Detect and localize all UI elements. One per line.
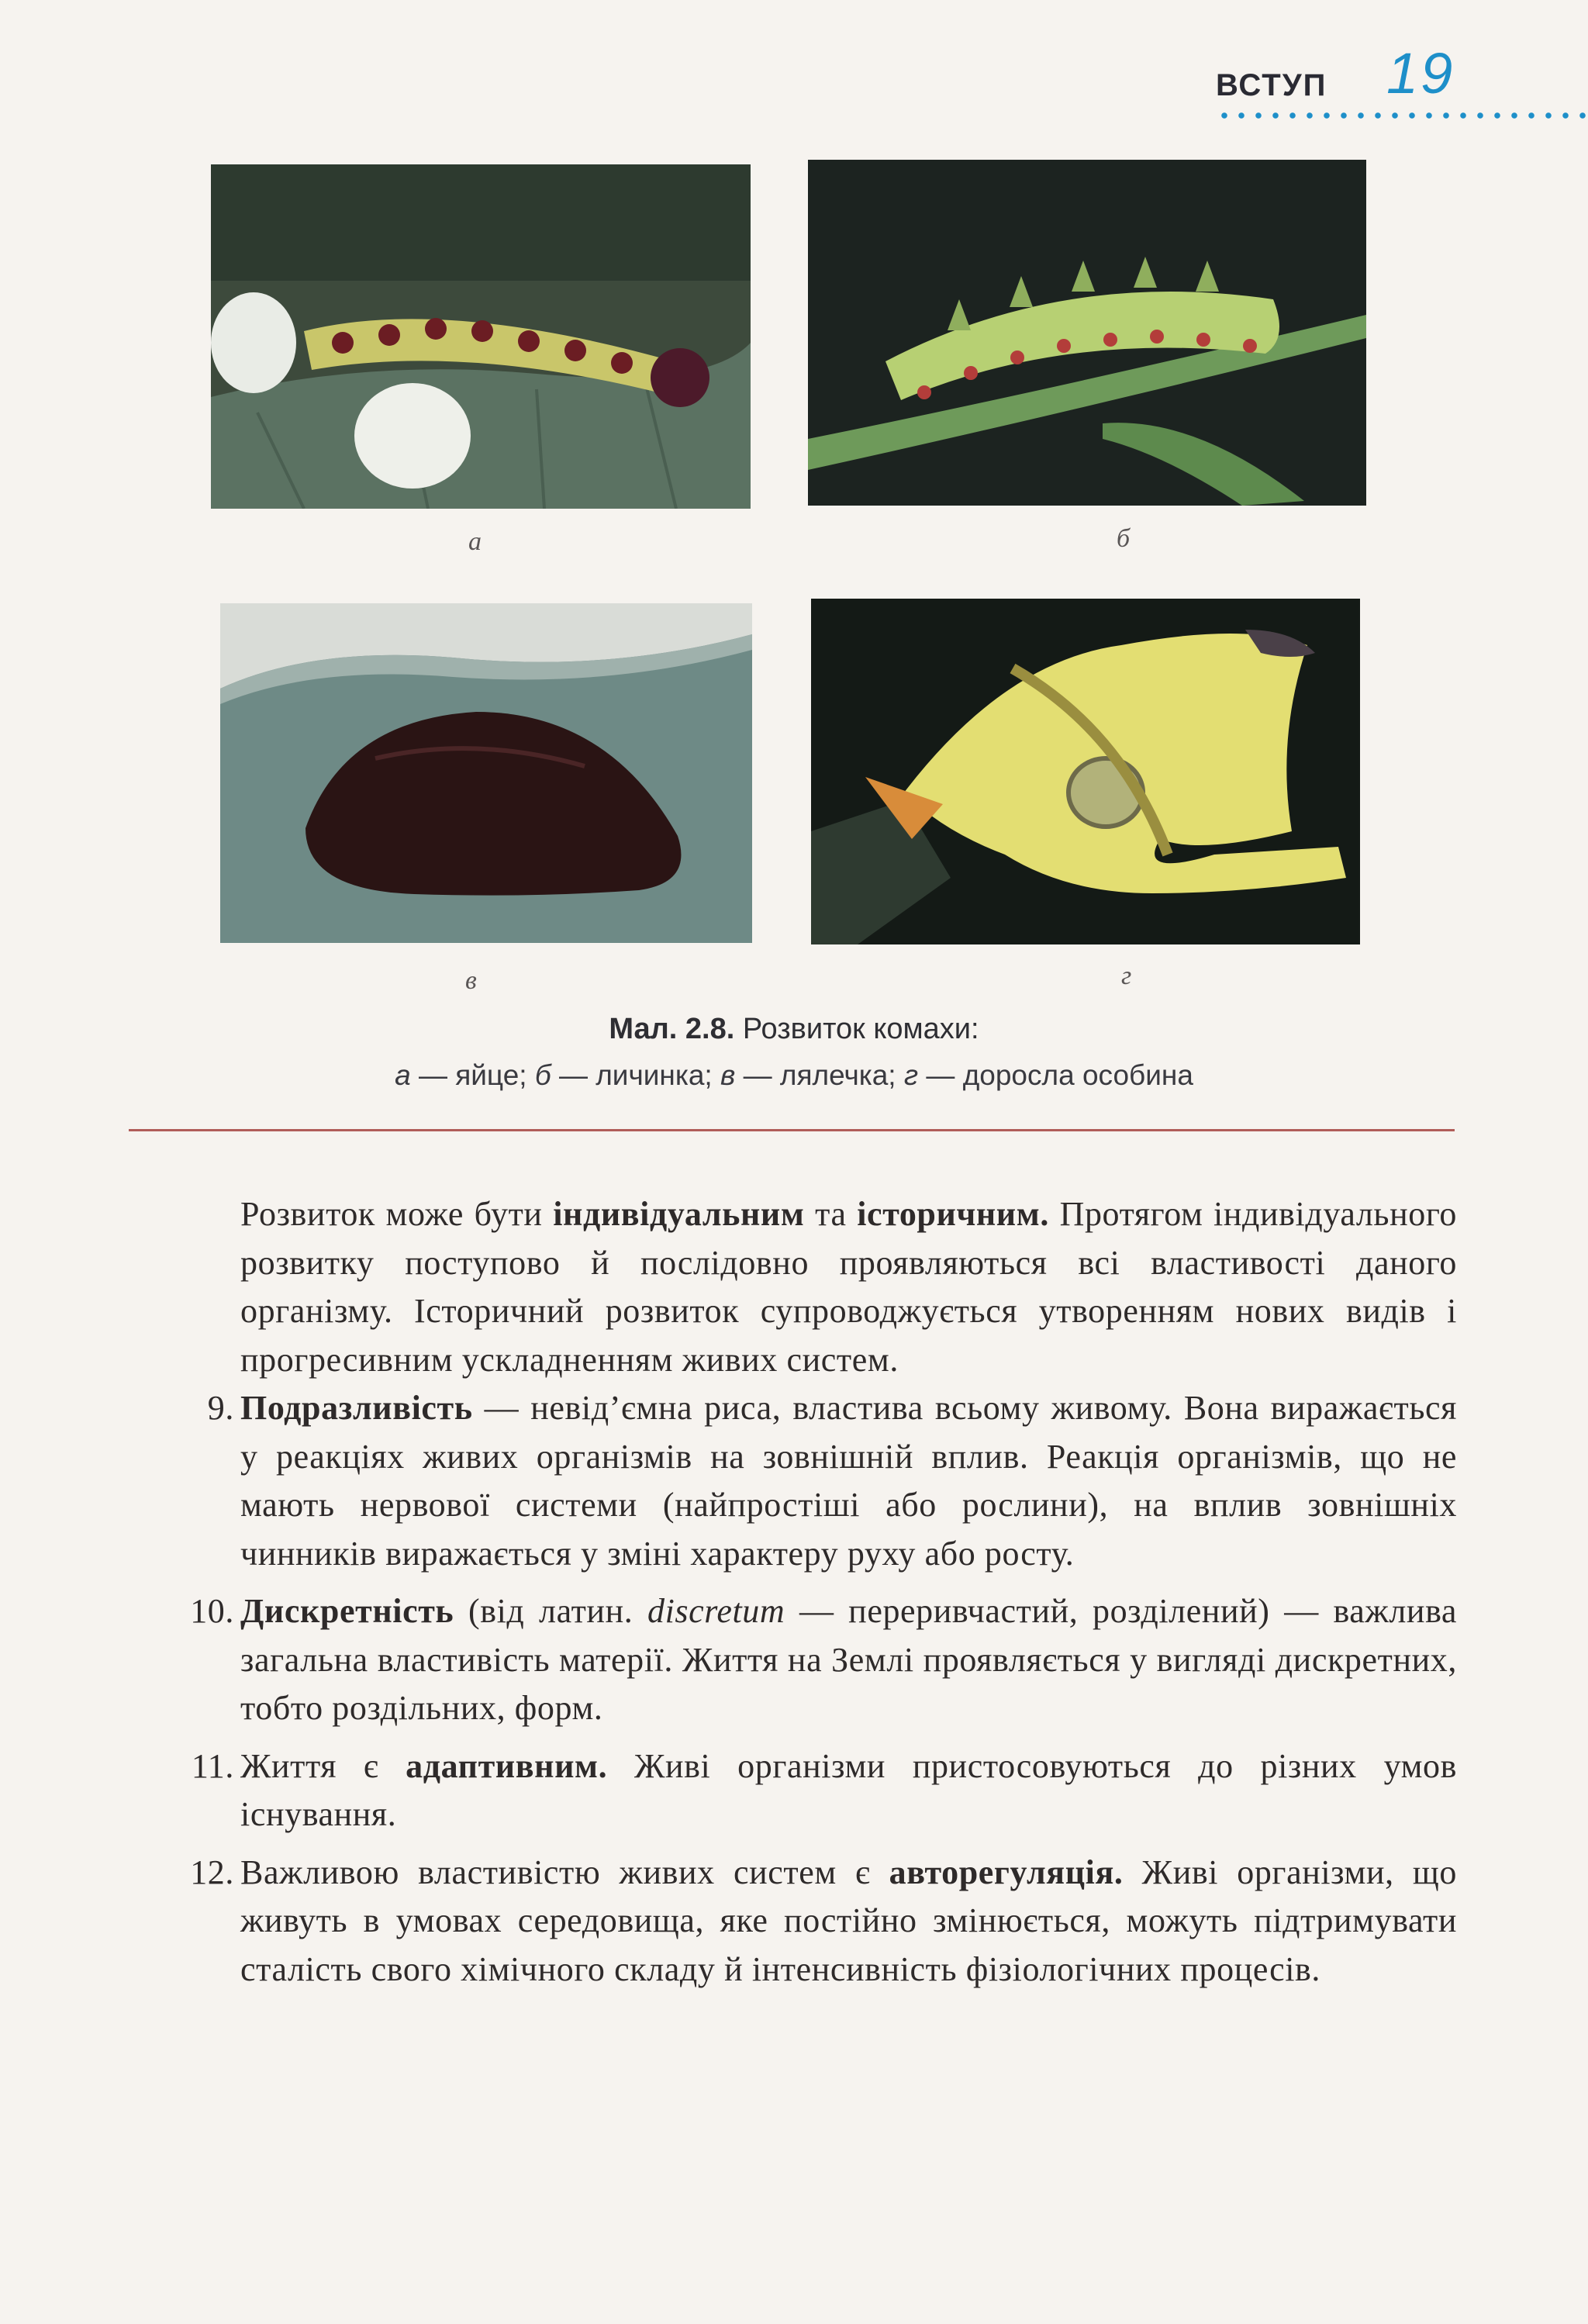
dash: — — [558, 1059, 588, 1091]
term: Дискретність — [240, 1592, 454, 1630]
pupa-photo — [220, 603, 752, 943]
page-number: 19 — [1386, 41, 1455, 105]
photo-letter-v: в — [465, 966, 477, 995]
section-divider — [129, 1129, 1455, 1131]
figure-caption-parts — [0, 1059, 1588, 1092]
dash: — — [418, 1059, 447, 1091]
latin-term: discretum — [647, 1592, 785, 1630]
list-item: 12. Важливою властивістю живих систем є авторегуляція. Живі організми, що живуть в умовах середовища, яке постійно змінюється, можуть підтримувати сталість свого хімічного складу й інтенсивність фізіологічних процесів. — [166, 1849, 1457, 1994]
term: адаптивним. — [406, 1746, 608, 1785]
figure-label: Мал. 2.8. — [609, 1013, 735, 1045]
part-text: яйце; — [455, 1059, 527, 1091]
part-text: личинка; — [596, 1059, 713, 1091]
figure-caption — [0, 1013, 1588, 1046]
item-number: 9. — [207, 1389, 234, 1427]
item-number: 12. — [190, 1853, 234, 1891]
term: Подразливість — [240, 1389, 473, 1427]
dotted-rule — [1216, 112, 1588, 119]
caterpillar-on-stem-photo — [808, 160, 1366, 506]
item-number: 10. — [190, 1592, 234, 1630]
part-letter: б — [534, 1059, 551, 1091]
body-text — [166, 1190, 1457, 1994]
part-text: лялечка; — [779, 1059, 896, 1091]
figure-title: Розвиток комахи: — [742, 1013, 979, 1045]
dash: — — [926, 1059, 955, 1091]
list-item: 11. Життя є адаптивним. Живі організми пристосовуються до різних умов існування. — [166, 1742, 1457, 1839]
photo-letter-a: а — [468, 527, 482, 556]
term: історичним. — [857, 1195, 1049, 1233]
list-item: 10. Дискретність (від латин. discretum — переривчастий, розділений) — важлива загальна властивість матерії. Життя на Землі проявляється у вигляді дискретних, тобто роздільних, форм. — [166, 1587, 1457, 1733]
intro-paragraph: Розвиток може бути індивідуальним та історичним. Протягом індивідуального розвитку поступово й послідовно проявляються всі властивості даного організму. Історичний розвиток супроводжується утворенням нових видів і прогресивним ускладненням живих систем. — [240, 1195, 1457, 1379]
adult-moth-photo — [811, 599, 1360, 944]
term: авторегуляція. — [889, 1853, 1124, 1891]
part-letter: г — [903, 1059, 919, 1091]
part-text: доросла особина — [962, 1059, 1193, 1091]
list-item: 9. Подразливість — невід’ємна риса, властива всьому живому. Вона виражається у реакціях живих організмів на зовнішній вплив. Реакція організмів, що не мають нервової системи (найпростіші або рослини), на вплив зовнішніх чинників виражається у зміні характеру руху або росту. — [166, 1384, 1457, 1578]
photo-letter-b: б — [1117, 524, 1131, 553]
running-header — [1210, 40, 1588, 126]
photo-letter-g: г — [1121, 962, 1132, 990]
egg-and-caterpillar-photo — [211, 164, 751, 509]
part-letter: а — [395, 1059, 411, 1091]
section-title: ВСТУП — [1216, 68, 1327, 102]
term: індивідуальним — [553, 1195, 805, 1233]
item-number: 11. — [191, 1746, 234, 1785]
dash: — — [743, 1059, 772, 1091]
part-letter: в — [720, 1059, 736, 1091]
